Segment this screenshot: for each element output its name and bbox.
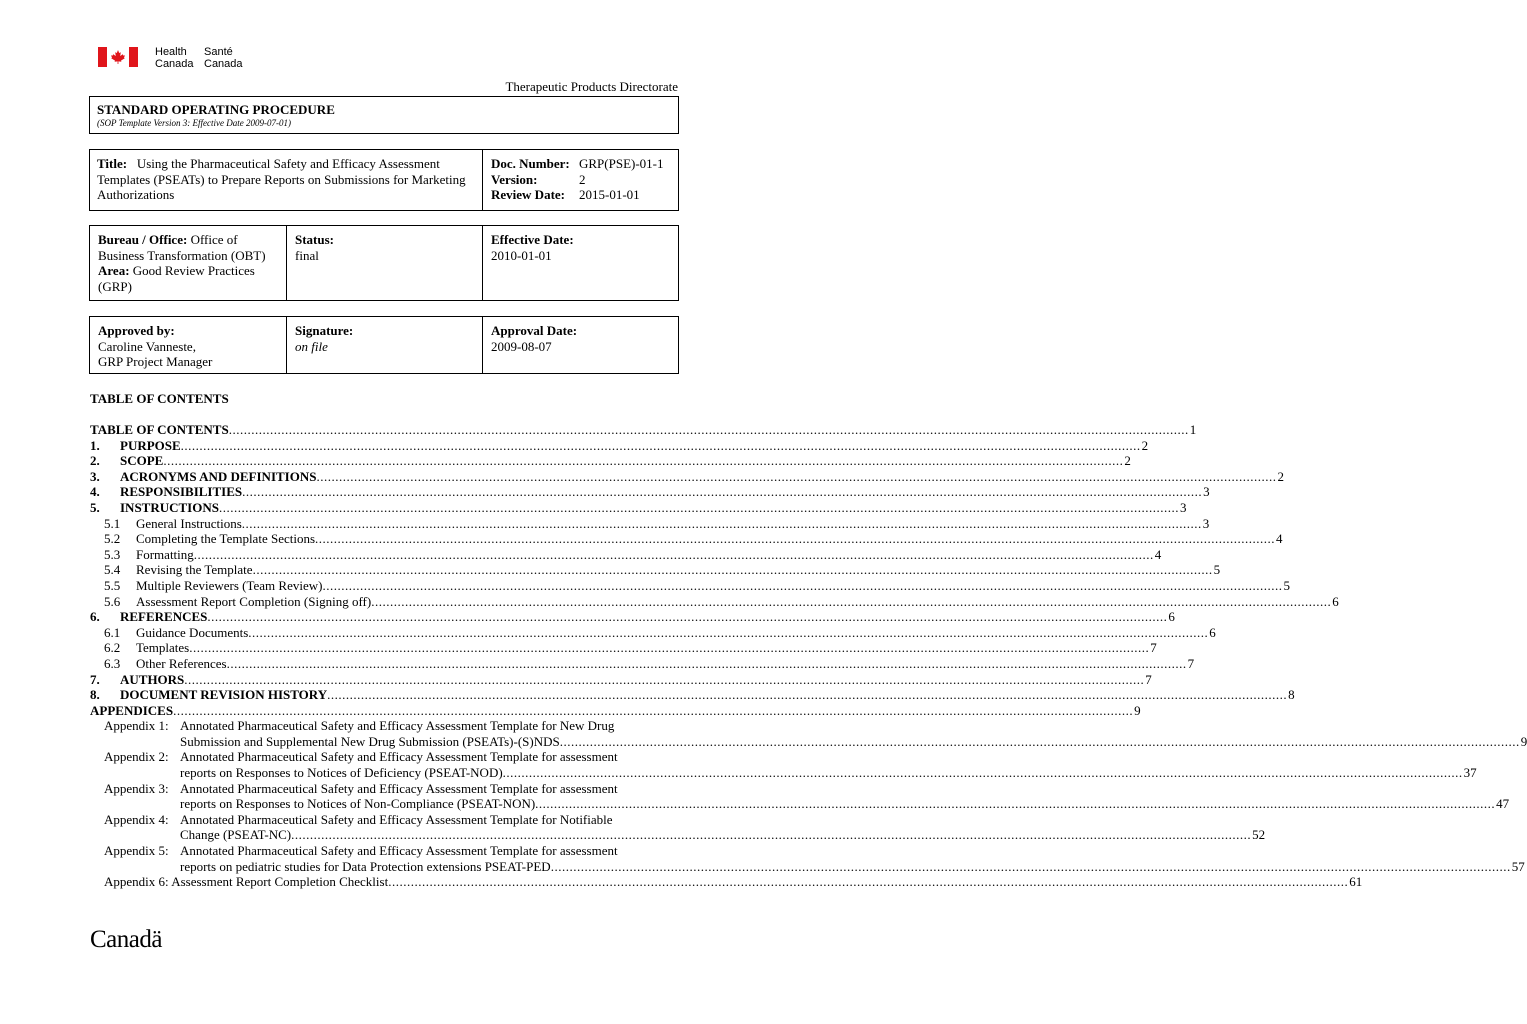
org-fr-line1: Santé (204, 46, 233, 58)
title-cell (90, 150, 483, 210)
toc-entry[interactable]: 2. SCOPE ..... 2 (90, 453, 680, 469)
bureau-label: Bureau / Office: (98, 232, 188, 247)
toc-entry[interactable]: 5.4 Revising the Template ..... 5 (90, 562, 680, 578)
doc-number-value: GRP(PSE)-01-1 (579, 156, 664, 171)
toc-appendix-entry[interactable]: Appendix 2: Annotated Pharmaceutical Safety and Efficacy Assessment Template for assessment reports on Responses to Notices of Deficiency (PSEAT-NOD) ..... 37 (90, 749, 680, 780)
toc-entry[interactable]: APPENDICES ..... 9 (90, 703, 680, 719)
canada-flag-logo (98, 47, 138, 67)
toc-appendix-entry[interactable]: Appendix 4: Annotated Pharmaceutical Safety and Efficacy Assessment Template for Notifiable Change (PSEAT-NC) ..... 52 (90, 812, 680, 843)
table-of-contents (90, 422, 1527, 890)
effective-date-value: 2010-01-01 (491, 247, 552, 263)
org-en-line2: Canada (155, 58, 194, 70)
toc-entry[interactable]: TABLE OF CONTENTS ..... 1 (90, 422, 680, 438)
org-en-line1: Health (155, 46, 187, 58)
title-label: Title: (97, 156, 128, 171)
org-fr-line2: Canada (204, 58, 243, 70)
toc-entry[interactable]: 5.2 Completing the Template Sections ..... 4 (90, 531, 680, 547)
sop-title: STANDARD OPERATING PROCEDURE (97, 102, 335, 117)
doc-number-cell (483, 150, 678, 210)
approval-date-cell (483, 317, 678, 373)
toc-appendix-entry[interactable]: Appendix 1: Annotated Pharmaceutical Safety and Efficacy Assessment Template for New Drug Submission and Supplemental New Drug Submission (PSEATs)-(S)NDS ..... 9 (90, 718, 680, 749)
version-value: 2 (579, 171, 586, 187)
toc-entry[interactable]: 3. ACRONYMS AND DEFINITIONS ..... 2 (90, 469, 680, 485)
effective-date-label: Effective Date: (491, 232, 574, 247)
status-value: final (295, 247, 319, 263)
bureau-value-2: Business Transformation (OBT) (98, 247, 266, 263)
org-name-en (155, 46, 194, 70)
toc-entry[interactable]: 6.1 Guidance Documents ..... 6 (90, 625, 680, 641)
signature-label: Signature: (295, 323, 354, 338)
toc-entry[interactable]: 4. RESPONSIBILITIES ..... 3 (90, 484, 680, 500)
toc-entry[interactable]: 5.6 Assessment Report Completion (Signing off) ..... 6 (90, 594, 680, 610)
toc-entry[interactable]: 7. AUTHORS ..... 7 (90, 672, 680, 688)
toc-entry[interactable]: 6. REFERENCES ..... 6 (90, 609, 680, 625)
toc-heading: TABLE OF CONTENTS (90, 391, 229, 406)
toc-appendix-entry[interactable]: Appendix 6: Assessment Report Completion Checklist ..... 61 (90, 874, 680, 890)
toc-entry[interactable]: 5.3 Formatting ..... 4 (90, 547, 680, 563)
status-cell (287, 226, 483, 300)
approval-box (89, 316, 679, 374)
doc-number-label: Doc. Number: (491, 156, 570, 171)
toc-appendix-entry[interactable]: Appendix 5: Annotated Pharmaceutical Safety and Efficacy Assessment Template for assessment reports on pediatric studies for Data Protection extensions PSEAT-PED ..... 57 (90, 843, 680, 874)
area-value-2: (GRP) (98, 278, 132, 294)
effective-date-cell (483, 226, 678, 300)
approver-role: GRP Project Manager (98, 354, 213, 369)
toc-entry[interactable]: 8. DOCUMENT REVISION HISTORY ..... 8 (90, 687, 680, 703)
approval-date-value: 2009-08-07 (491, 338, 552, 354)
approver-name: Caroline Vanneste, (98, 338, 196, 354)
sop-header-box (89, 96, 679, 134)
signature-value: on file (295, 338, 328, 354)
directorate-label: Therapeutic Products Directorate (505, 79, 678, 94)
maple-leaf-icon (110, 49, 126, 65)
toc-entry[interactable]: 1. PURPOSE ..... 2 (90, 438, 680, 454)
title-value: Using the Pharmaceutical Safety and Efficacy Assessment Templates (PSEATs) to Prepare Reports on Submissions for Marketing Authorizations (97, 156, 466, 202)
bureau-cell (90, 226, 287, 300)
canada-wordmark-logo: Canadä (90, 926, 162, 953)
toc-entry[interactable]: 5.1 General Instructions ..... 3 (90, 516, 680, 532)
doc-info-box (89, 149, 679, 211)
area-label: Area: (98, 263, 130, 278)
review-date-value: 2015-01-01 (579, 187, 640, 202)
version-label: Version: (491, 171, 538, 187)
toc-entry[interactable]: 6.2 Templates ..... 7 (90, 640, 680, 656)
review-date-label: Review Date: (491, 187, 565, 202)
toc-entry[interactable]: 5. INSTRUCTIONS ..... 3 (90, 500, 680, 516)
sop-subtitle: (SOP Template Version 3: Effective Date 2009-07-01) (97, 118, 291, 128)
approved-by-cell (90, 317, 287, 373)
toc-entry[interactable]: 5.5 Multiple Reviewers (Team Review) ..... 5 (90, 578, 680, 594)
approval-date-label: Approval Date: (491, 323, 578, 338)
area-value: Good Review Practices (132, 263, 255, 278)
status-label: Status: (295, 232, 335, 247)
approved-by-label: Approved by: (98, 323, 175, 338)
toc-appendix-entry[interactable]: Appendix 3: Annotated Pharmaceutical Safety and Efficacy Assessment Template for assessment reports on Responses to Notices of Non-Compliance (PSEAT-NON) ..... 47 (90, 781, 680, 812)
org-name-fr (204, 46, 243, 70)
toc-entry[interactable]: 6.3 Other References ..... 7 (90, 656, 680, 672)
signature-cell (287, 317, 483, 373)
office-info-box (89, 225, 679, 301)
bureau-value: Office of (190, 232, 238, 247)
